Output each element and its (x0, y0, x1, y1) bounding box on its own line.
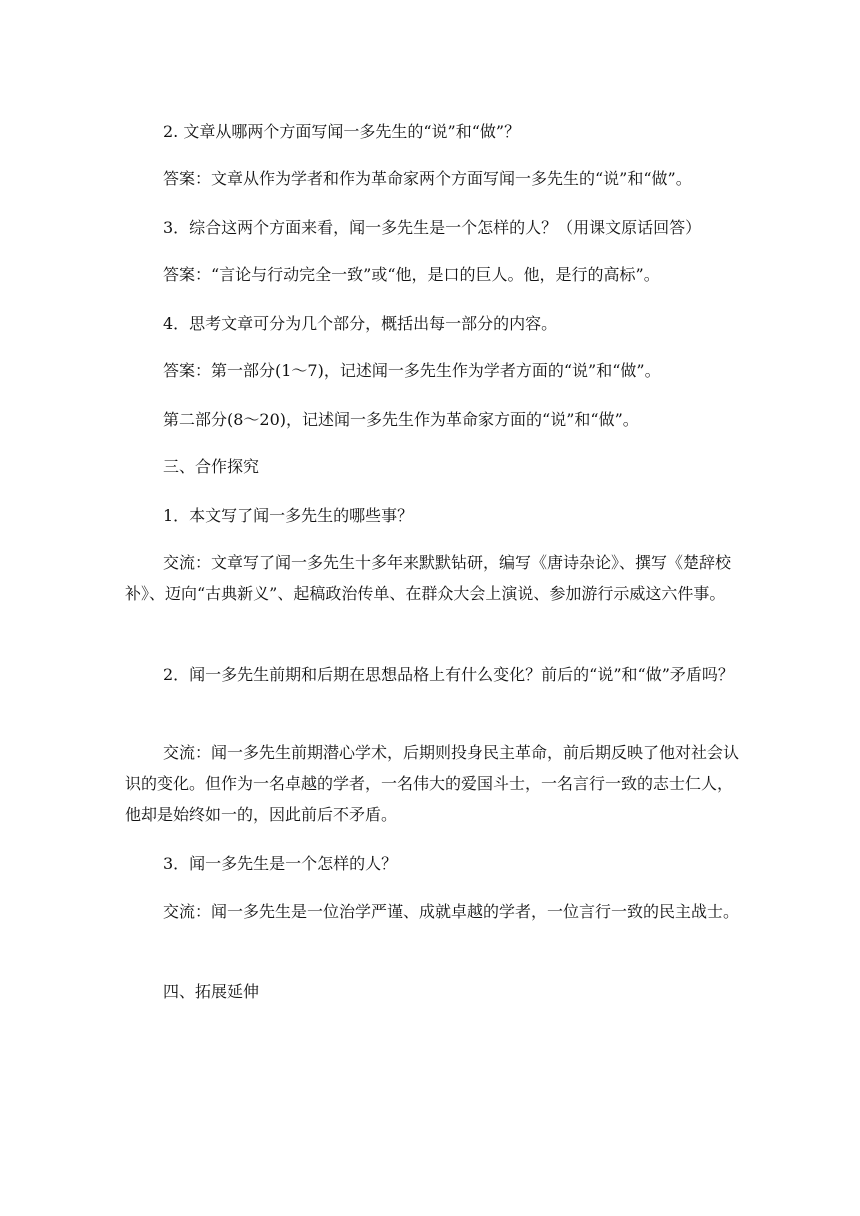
answer-2: 答案：文章从作为学者和作为革命家两个方面写闻一多先生的“说”和“做”。 (163, 169, 692, 188)
question-4: 4．思考文章可分为几个部分，概括出每一部分的内容。 (163, 314, 558, 333)
question-3: 3．综合这两个方面来看，闻一多先生是一个怎样的人？（用课文原话回答） (163, 218, 702, 237)
section-heading-4: 四、拓展延伸 (163, 982, 260, 1001)
discussion-answer-3: 交流：闻一多先生是一位治学严谨、成就卓越的学者，一位言行一致的民主战士。 (163, 902, 740, 921)
discussion-question-1: 1．本文写了闻一多先生的哪些事？ (163, 506, 414, 525)
question-2: 2. 文章从哪两个方面写闻一多先生的“说”和“做”？ (163, 122, 521, 141)
discussion-answer-2: 交流：闻一多先生前期潜心学术，后期则投身民主革命，前后期反映了他对社会认识的变化。但作为一名卓越的学者，一名伟大的爱国斗士，一名言行一致的志士仁人，他却是始终如一的，因此前后不矛盾。 (125, 743, 740, 824)
discussion-answer-1: 交流：文章写了闻一多先生十多年来默默钻研，编写《唐诗杂论》、撰写《楚辞校补》、迈向“古典新义”、起稿政治传单、在群众大会上演说、参加游行示威这六件事。 (125, 553, 732, 603)
discussion-question-3: 3．闻一多先生是一个怎样的人？ (163, 854, 398, 873)
section-heading-3: 三、合作探究 (163, 457, 260, 476)
answer-4-part-1: 答案：第一部分(1～7)，记述闻一多先生作为学者方面的“说”和“做”。 (163, 361, 661, 380)
answer-4-part-2: 第二部分(8～20)，记述闻一多先生作为革命家方面的“说”和“做”。 (163, 410, 639, 429)
discussion-question-2: 2．闻一多先生前期和后期在思想品格上有什么变化？前后的“说”和“做”矛盾吗？ (163, 665, 734, 684)
answer-3: 答案：“言论与行动完全一致”或“他，是口的巨人。他，是行的高标”。 (163, 265, 660, 284)
